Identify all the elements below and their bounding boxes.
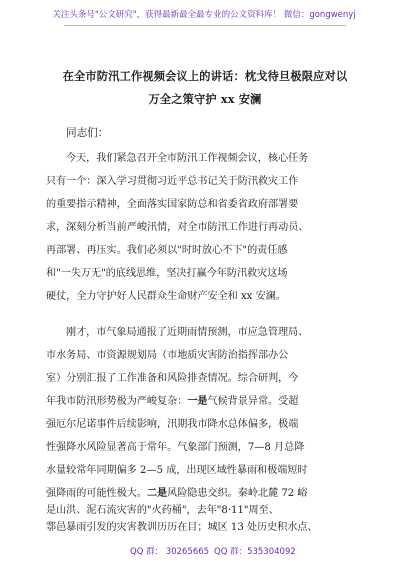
paragraph-2-line: 刚才，市气象局通报了近期雨情预测，市应急管理局、 bbox=[66, 327, 309, 338]
paragraph-2-line bbox=[46, 395, 298, 409]
paragraph-2-text: 风险隐患交织。秦岭北麓 72 峪 bbox=[167, 488, 308, 499]
paragraph-2-line: 鄠邑暴雨引发的灾害教训历历在目；城区 13 处历史积水点、 bbox=[46, 522, 318, 533]
footer-qq-group-2: QQ 群：535304092 bbox=[214, 547, 296, 557]
emphasis-second-point: 二是 bbox=[146, 488, 168, 499]
header-promo-note: 关注头条号"公文研究"，获得最新最全最专业的公文资料库！ 微信：gongwenyj bbox=[52, 10, 356, 20]
paragraph-2-text: 强降雨的可能性极大。 bbox=[46, 488, 147, 499]
document-title-line-1: 在全市防汛工作视频会议上的讲话：枕戈待旦极限应对以 bbox=[62, 69, 348, 83]
paragraph-2-line bbox=[46, 487, 308, 501]
paragraph-1-line: 硬仗，全力守护好人民群众生命财产安全和 xx 安澜。 bbox=[46, 291, 286, 302]
paragraph-2-line: 是山洪、泥石流灾害的"火药桶"，去年"8·11"周至、 bbox=[46, 505, 279, 516]
paragraph-2-text: 气候背景异常。受超 bbox=[207, 396, 299, 407]
paragraph-2-line: 室）分别汇报了工作准备和风险排查情况。综合研判，今 bbox=[46, 373, 299, 384]
paragraph-2-text: 年我市防汛形势极为严峻复杂： bbox=[46, 396, 188, 407]
paragraph-1-line: 今天，我们紧急召开全市防汛工作视频会议，核心任务 bbox=[66, 153, 309, 164]
paragraph-1-line: 再部署、再压实。我们必须以"时时放心不下"的责任感 bbox=[46, 245, 288, 256]
paragraph-1-line: 的重要指示精神，全面落实国家防总和省委省政府部署要 bbox=[46, 199, 299, 210]
paragraph-2-line: 市水务局、市资源规划局（市地质灾害防治指挥部办公 bbox=[46, 350, 289, 361]
paragraph-1-line: 和"一失万无"的底线思维，坚决打赢今年防汛救灾这场 bbox=[46, 268, 288, 279]
footer-qq-group-1: QQ 群： 30265665 bbox=[130, 547, 210, 557]
document-title-line-2: 万全之策守护 xx 安澜 bbox=[148, 92, 262, 106]
paragraph-1-line: 只有一个：深入学习贯彻习近平总书记关于防汛救灾工作 bbox=[46, 176, 299, 187]
paragraph-1-line: 求，深刻分析当前严峻汛情，对全市防汛工作进行再动员、 bbox=[46, 222, 309, 233]
salutation: 同志们： bbox=[66, 127, 109, 139]
paragraph-2-line: 强厄尔尼诺事件后续影响，汛期我市降水总体偏多，极端 bbox=[46, 419, 299, 430]
header-divider bbox=[64, 25, 346, 26]
emphasis-first-point: 一是 bbox=[187, 396, 208, 407]
paragraph-2-line: 性强降水风险显著高于常年。气象部门预测，7—8 月总降 bbox=[46, 442, 305, 453]
paragraph-2-line: 水量较常年同期偏多 2—5 成，出现区域性暴雨和极端短时 bbox=[46, 465, 308, 476]
